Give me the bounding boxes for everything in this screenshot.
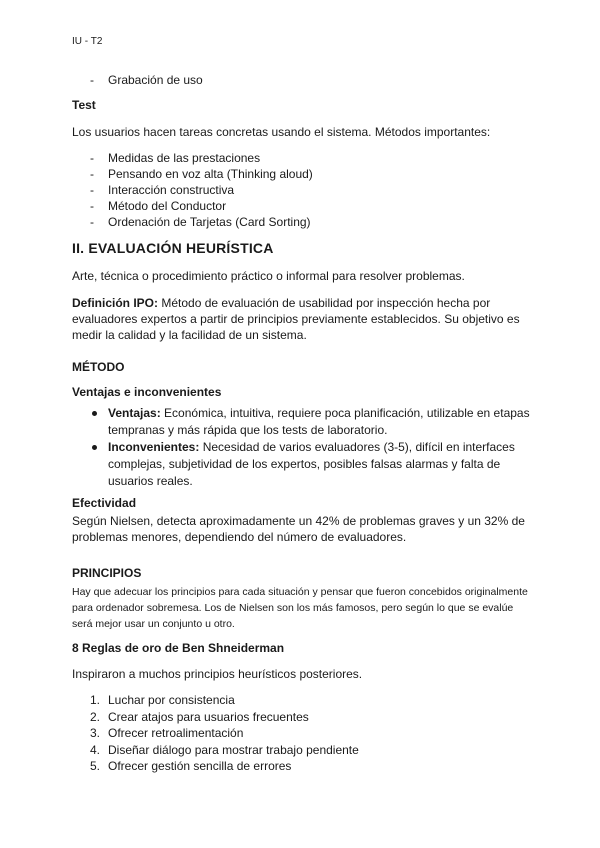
list-item: 3. Ofrecer retroalimentación bbox=[90, 726, 244, 740]
section-intro: Arte, técnica o procedimiento práctico o informal para resolver problemas. bbox=[72, 269, 465, 283]
list-item: - Ordenación de Tarjetas (Card Sorting) bbox=[90, 215, 311, 229]
principios-text: Hay que adecuar los principios para cada situación y pensar que fueron concebidos originalmente para ordenador sobremesa. Los de Nielsen son los más famosos, pero según lo que se evalúe será mejor usar un conjunto u otro. bbox=[72, 586, 528, 630]
principios-heading: PRINCIPIOS bbox=[72, 566, 142, 580]
top-dash-list bbox=[90, 72, 203, 88]
reglas-intro: Inspiraron a muchos principios heurísticos posteriores. bbox=[72, 667, 363, 681]
bullet-icon bbox=[92, 445, 97, 450]
definition-label: Definición IPO: bbox=[72, 296, 159, 310]
reglas-list bbox=[90, 692, 359, 775]
page-header: IU - T2 bbox=[72, 36, 103, 47]
reglas-heading: 8 Reglas de oro de Ben Shneiderman bbox=[72, 641, 285, 655]
list-item: - Grabación de uso bbox=[90, 73, 203, 87]
list-item: - Método del Conductor bbox=[90, 199, 227, 213]
efectividad-text: Según Nielsen, detecta aproximadamente un 42% de problemas graves y un 32% de problemas menores, dependiendo del número de evaluadores. bbox=[72, 514, 525, 544]
list-item: 2. Crear atajos para usuarios frecuentes bbox=[90, 709, 309, 724]
bullet-icon bbox=[92, 411, 97, 416]
list-item: - Medidas de las prestaciones bbox=[90, 151, 261, 165]
list-item: 5. Ofrecer gestión sencilla de errores bbox=[90, 759, 292, 773]
list-item: - Pensando en voz alta (Thinking aloud) bbox=[90, 167, 313, 181]
section-heading-evaluacion-heuristica: II. EVALUACIÓN HEURÍSTICA bbox=[72, 240, 274, 256]
metodo-heading: MÉTODO bbox=[72, 360, 125, 374]
list-item: - Interacción constructiva bbox=[90, 183, 235, 197]
efectividad-heading: Efectividad bbox=[72, 496, 137, 510]
list-item: 1. Luchar por consistencia bbox=[90, 693, 235, 707]
list-item: Ventajas: Económica, intuitiva, requiere poca planificación, utilizable en etapas tempranas y más rápida que los tests de laboratorio. bbox=[90, 405, 530, 439]
test-heading: Test bbox=[72, 98, 96, 112]
ventajas-list bbox=[90, 405, 530, 490]
definition-paragraph bbox=[72, 295, 528, 343]
test-methods-list bbox=[90, 150, 313, 230]
list-item: Inconvenientes: Necesidad de varios evaluadores (3-5), difícil en interfaces complejas, subjetividad de los expertos, posibles falsas alarmas y falta de usuarios reales. bbox=[90, 439, 530, 490]
test-intro: Los usuarios hacen tareas concretas usando el sistema. Métodos importantes: bbox=[72, 125, 491, 139]
definition-text: Método de evaluación de usabilidad por inspección hecha por evaluadores expertos a partir de principios previamente establecidos. Su objetivo es medir la calidad y la facilidad de un sistema. bbox=[72, 296, 520, 342]
ventajas-subheading: Ventajas e inconvenientes bbox=[72, 385, 222, 399]
list-item: 4. Diseñar diálogo para mostrar trabajo pendiente bbox=[90, 742, 359, 757]
